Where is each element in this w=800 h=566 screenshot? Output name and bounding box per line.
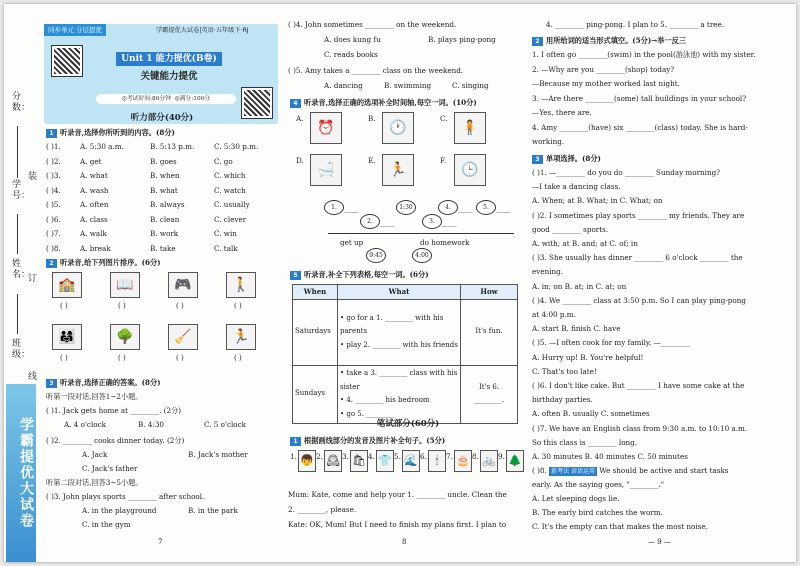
picture-label: F. [440,156,447,165]
item-number: ( )7. [46,229,61,238]
name-line [17,294,18,334]
exam-meta [96,94,236,104]
written-section-3-heading [532,152,601,166]
option: A. Let sleeping dogs lie. [532,494,620,503]
option: A. 5:30 a.m. [80,142,124,151]
column-page-8: ( )4. John sometimes ________ on the weekend. A. does kung fu B. plays ping-pong C. reads books ( )5. Amy takes a ________ class on the weekend. A. dancing B. swimming C. singing 4 听录音,选择正确的选项补全时间轴,每空一词。(10分) A. ⏰ B. 🕐 C. 🧍 D. 🛁 E. 🏃 F. 🕒 1. ____ 2. ____ 1:30 3. ____ 4. ____ 5. ____ get up do homework 9:45 4:00 5 听录音,补全下列表格,每空一词。(6分) When What How Saturdays • go for a 1. ________ with his parents • play 2. ________ with his friends It's fun. Sundays • take a 3. ________ class with his sister • 4. ________ his bedroom • go 5. ________ It's 6. ________. 笔试部分(60分) 1 根据画线部分的发音及图片补全句子。(5分) 1. 👦 2. 🕰 3. 🛍 4. 👕 5. 🌊 6. 🕯 7. 🎂 8. 🚲 9. 🌲 Mum: Kate, come and help your 1. ________ uncle. Clean the 2. ________, please. Kate: OK, Mum! But I need to finish my plans first. I plan to 8 [288,4,524,562]
section-number: 2 [532,37,543,46]
fill-line: 2. —Why are you ________(shop) today? [532,64,675,74]
timeline-time: 9:45 [366,248,386,263]
option: C. in the gym [82,520,131,529]
listening-score: (40分) [164,113,194,123]
answer-bracket: ( ) [60,354,68,362]
item-number: ( )5. [46,200,61,209]
picture: 🎮 [168,272,198,298]
answer-bracket: ( ) [60,302,68,310]
mc-line: A. 30 minutes B. 40 minutes C. 50 minutes [532,452,688,461]
section-title: 根据画线部分的发音及图片补全句子。(5分) [304,436,446,445]
score-label: 分数： [12,92,31,113]
table-cell [338,365,461,423]
section-4-heading [290,96,477,110]
question-text: ( )3. John plays sports ________ after school. [46,492,205,501]
option: C. usually [214,200,250,209]
bind-mark-zhuang: 装 [28,172,38,182]
written-section-1-heading [290,434,445,448]
listening-title: 听力部分 [130,113,165,123]
question-text: ( )1. Jack gets home at ________. (2分) [46,406,182,415]
option: A. what [80,171,108,180]
page-number: 7 [158,538,163,546]
option: B. The early bird catches the worm. [532,508,663,517]
timeline-blank-4: 4. [438,200,458,215]
option: C. singing [452,81,489,90]
table-cell: Saturdays [293,299,338,365]
written-part-title [348,418,468,432]
mc-line: A. When; at B. What; in C. What; on [532,196,663,206]
section-title: 听录音,给下列图片排序。(6分) [60,258,161,267]
option: A. walk [80,229,107,238]
picture-number: 3. [342,452,349,461]
picture: 🌳 [110,324,140,350]
section-2-heading [46,256,161,270]
fill-line: —Because my mother worked last night. [532,79,680,88]
option: B. 5:13 p.m. [150,142,195,151]
option: C. go [214,156,233,166]
mc-line: evening. [532,267,564,277]
picture: 🏃 [226,324,256,350]
item-number: ( )3. [46,171,61,180]
activity-table [292,284,518,424]
mc-line: ( )3. She usually has dinner ________ 6 o'clock ________ the [532,253,743,263]
picture: 🛁 [310,154,342,186]
table-header: When [293,285,338,300]
written-section-2-heading [532,34,686,48]
option: C. win [214,229,237,238]
mc-line: A. often B. usually C. sometimes [532,409,650,419]
picture: 🛍 [350,450,368,472]
table-cell [338,299,461,365]
section-number: 1 [290,437,301,446]
dialogue-line: Mum: Kate, come and help your 1. ________ uncle. Clean the [288,490,507,499]
option: B. goes [150,156,177,166]
brand-spine: 学霸提优大试卷 [6,384,36,562]
series-title: 学霸提优大试卷|英语·五年级下·RJ [156,27,249,34]
option: C. talk [214,243,238,253]
qr-code-right [242,88,272,118]
option: A. in the playground [82,506,157,515]
section-5-heading [290,268,429,282]
option: A. get [80,156,102,166]
picture: 📖 [110,272,140,298]
picture: 🕐 [382,112,414,144]
picture-label: B. [368,114,376,123]
option: A. often [80,200,109,209]
picture: 🌲 [506,450,524,472]
picture: 🕰 [324,450,342,472]
timeline-blank-2: 2. [360,214,380,229]
dialogue-line: Kate: OK, Mum! But I need to finish my plans first. I plan to [288,520,507,529]
section-title: 听录音,补全下列表格,每空一词。(6分) [304,270,429,279]
mc-line: A. Hurry up! B. You're helpful! [532,352,644,362]
class-label: 班级： [12,339,31,360]
cell-line: • go 5. ________ [340,409,395,418]
section-number: 1 [46,129,57,138]
picture: 👨‍👩‍👧 [52,324,82,350]
picture: 🕒 [454,154,486,186]
table-header: How [461,285,518,300]
answer-bracket: ( ) [234,302,242,310]
option: A. 4 o'clock [64,420,106,429]
picture-label: C. [440,114,448,123]
option: B. 4:30 [138,420,164,429]
option: B. clean [150,214,180,224]
table-cell: Sundays [293,365,338,423]
group-1-note: 听第一段对话,回答1~2小题。 [46,392,143,401]
exam-time: ◎考试时间:80分钟 [121,96,171,102]
mc-line: A. start B. finish C. have [532,324,621,334]
picture: 🏫 [52,272,82,298]
mc-line: ( )2. I sometimes play sports ________ my friends. They are [532,210,745,220]
answer-bracket: ( ) [176,354,184,362]
picture: ⏰ [310,112,342,144]
cell-line: • play 2. ________ with his friends [340,340,458,349]
page-number: — 9 — [648,538,671,546]
picture-number: 1. [290,452,297,461]
option: B. what [150,185,178,195]
name-label: 姓名： [12,259,31,280]
option: C. Jack's father [82,464,138,473]
option: A. does kung fu [324,35,381,44]
score-line [17,126,18,178]
picture-number: 7. [446,452,453,461]
timeline-getup: get up [340,238,364,247]
section-3-heading [46,376,161,390]
picture-number: 6. [420,452,427,461]
qr-code-left [52,46,82,76]
option: A. Jack [82,450,108,459]
mc-line: birthday parties. [532,395,593,405]
written-score: (60分) [410,419,440,429]
section-number: 2 [46,259,57,268]
picture: 🚲 [480,450,498,472]
fill-line: working. [532,137,565,146]
option: A. break [80,243,111,253]
option: A. wash [80,185,109,195]
picture: 🌊 [402,450,420,472]
question-text: ( )5. Amy takes a ________ class on the weekend. [288,66,464,75]
item-number: ( )2. [46,156,61,166]
section-title: 听录音,选择你所听到的内容。(8分) [60,128,175,137]
group-2-note: 听第二段对话,回答3~5小题。 [46,478,143,487]
timeline-blank-5: 5. [476,200,496,215]
option: B. Jack's mother [188,450,248,459]
picture: 🚶 [226,272,256,298]
option: C. watch [214,185,246,195]
option: B. always [150,200,185,209]
table-header: What [338,285,461,300]
mc-line: C. That's too late! [532,366,597,376]
fill-line: 1. I often go ________(swim) in the pool(游泳池) with my sister. [532,50,756,59]
question-8 [532,464,729,478]
timeline-homework: do homework [420,238,470,247]
mc-line: A. with; at B. and; at C. of; in [532,239,638,248]
section-title: 听录音,选择正确的选项补全时间轴,每空一词。(10分) [304,98,477,107]
mc-line: good ________ sports. [532,224,609,234]
option: C. 5:30 p.m. [214,142,259,151]
mc-line: —I take a dancing class. [532,182,621,192]
section-title: 单项选择。(8分) [546,154,601,163]
mc-line: ( )7. We have an English class from 9:30 a.m. to 10:10 a.m. [532,423,748,433]
written-title: 笔试部分 [376,419,411,429]
full-score: ◎满分:100分 [174,96,211,102]
picture-label: A. [296,114,304,123]
series-tag: 同步单元 分层提优 [44,24,106,36]
mc-line: ( )1. —________ do you do ________ Sunday morning? [532,168,721,177]
bind-mark-ding: 订 [28,274,38,284]
option: C. It's the empty can that makes the most noise. [532,522,708,531]
question-text: early. As the saying goes, "________." [532,480,665,489]
cell-line: • go for a 1. ________ with his parents [340,313,444,336]
unit-title: Unit 1 能力提优(B卷) [116,52,222,66]
option: C. 5 o'clock [204,420,247,429]
picture: 🏃 [382,154,414,186]
item-number: ( )4. [46,185,61,195]
option: B. take [150,243,176,253]
page-number: 8 [402,538,407,546]
option: C. clever [214,214,247,224]
question-number: ( )8. [532,466,547,475]
section-1-heading [46,126,175,140]
table-cell: It's 6. ________. [461,365,518,423]
mc-line: ( )5. —I often cook for my family. —________ [532,338,690,348]
column-page-7 [42,4,282,562]
bind-mark-xian: 线 [28,372,38,382]
section-number: 5 [290,271,301,280]
item-number: ( )6. [46,214,61,224]
option: B. in the park [188,506,238,515]
section-title: 听录音,选择正确的答案。(8分) [60,378,161,387]
picture: 🧍 [454,112,486,144]
dialogue-line: 4. ________ ping-pong. I plan to 5. ________ a tree. [546,20,725,29]
question-text: ( )2. ________ cooks dinner today. (2分) [46,436,185,445]
section-number: 3 [46,379,57,388]
option: B. plays ping-pong [428,35,496,44]
mc-line: ( )6. I don't like cake. But ________ I have some cake at the [532,381,745,390]
timeline-blank-3: 3. [422,214,442,229]
mc-line: A. in; on B. at; in C. at; on [532,281,627,291]
header-box [44,24,278,124]
section-number: 3 [532,155,543,164]
exam-sheet [4,4,796,562]
picture-number: 8. [472,452,479,461]
picture: 👦 [298,450,316,472]
timeline-blank-1: 1. [324,200,344,215]
option: B. when [150,171,180,180]
picture: 🧹 [168,324,198,350]
section-number: 4 [290,99,301,108]
mc-line: ( )4. We ________ class at 3:50 p.m. So I can play ping-pong [532,295,746,305]
answer-bracket: ( ) [118,354,126,362]
option: C. which [214,171,246,180]
picture-number: 5. [394,452,401,461]
timeline-axis [328,233,514,234]
subtitle: 关键能力提优 [140,71,198,82]
section-title: 用所给词的适当形式填空。(5分)→举一反三 [546,36,687,45]
picture: 👕 [376,450,394,472]
picture-number: 2. [316,452,323,461]
fill-line: 4. Amy ________(have) six ________(class) today. She is hard- [532,122,748,132]
picture: 🕯 [428,450,446,472]
option: B. work [150,229,179,238]
new-format-tag: 新考法 谚语运用 [551,468,595,475]
picture-label: D. [296,156,304,165]
question-text: ( )4. John sometimes ________ on the weekend. [288,20,457,29]
cell-line: • take a 3. ________ class with his sister [340,368,458,391]
id-label: 学号： [12,180,31,201]
option: B. swimming [384,81,432,90]
item-number: ( )1. [46,142,61,151]
picture: 🎂 [454,450,472,472]
fill-line: —Yes, there are. [532,108,592,117]
answer-bracket: ( ) [234,354,242,362]
listening-part-title [102,112,222,126]
column-page-9 [530,4,792,562]
timeline-time: 4:00 [412,248,432,263]
dialogue-line: 2. ________, please. [288,505,357,514]
mc-line: So this class is ________ long. [532,437,638,447]
question-text: We should be active and start tasks [599,466,729,475]
mc-line: at 4:00 p.m. [532,310,576,319]
answer-bracket: ( ) [176,302,184,310]
option: A. class [80,214,108,224]
timeline-time: 1:30 [396,200,416,215]
picture-number: 9. [498,452,505,461]
picture-number: 4. [368,452,375,461]
picture-label: E. [368,156,376,165]
id-line [17,214,18,254]
option: A. dancing [324,81,363,90]
item-number: ( )8. [46,243,61,253]
binding-margin [4,4,40,562]
table-cell: It's fun. [461,299,518,365]
cell-line: • 4. ________ his bedroom [340,396,430,405]
answer-bracket: ( ) [118,302,126,310]
option: C. reads books [324,50,378,59]
fill-line: 3. —Are there ________(some) tall buildings in your school? [532,93,747,103]
